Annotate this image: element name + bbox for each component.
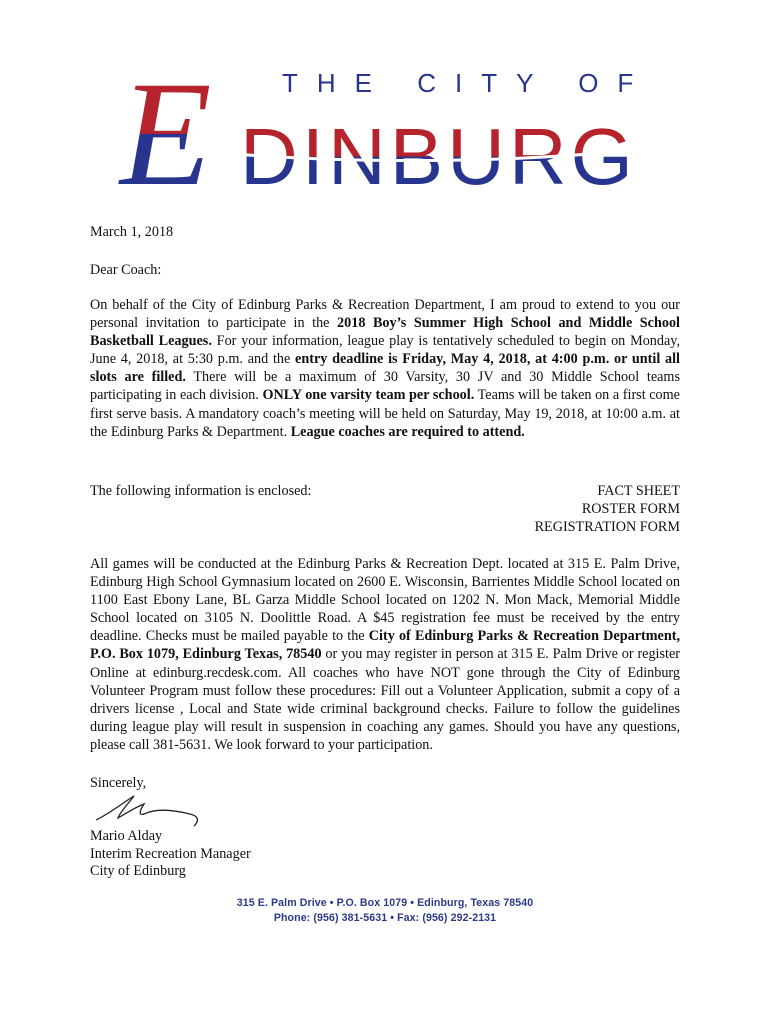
signer-block [90, 828, 680, 881]
signer-org: City of Edinburg [90, 863, 186, 879]
paragraph-invitation [90, 296, 680, 441]
letter-date: March 1, 2018 [90, 224, 174, 240]
invitation-text-run: On behalf of the City of Edinburg Parks & Recreation Department, I am proud to extend to you our personal invitation to participate in the [90, 297, 680, 332]
invitation-text-run: For your information, league play is tentatively scheduled to begin on Monday, June 4, 2018, at 5:30 p.m. and the [90, 333, 681, 368]
footer-address: 315 E. Palm Drive • P.O. Box 1079 • Edinburg, Texas 78540 [236, 897, 534, 909]
footer-phone: Phone: (956) 381-5631 • Fax: (956) 292-2131 [273, 912, 497, 924]
invitation-text-bold-run: ONLY one varsity team per school. [262, 387, 475, 404]
city-logo [92, 52, 678, 212]
invitation-text-run: Teams will be taken on a first come first serve basis. A mandatory coach’s meeting will be held on Saturday, May 19, 2018, at 10:00 a.m. at the Edinburg Parks & Department. [90, 387, 680, 440]
logo-script-initial: E [120, 52, 212, 212]
enclosed-item: ROSTER FORM [581, 501, 680, 518]
invitation-text-bold-run: League coaches are required to attend. [290, 423, 525, 440]
enclosed-item: REGISTRATION FORM [534, 519, 680, 536]
enclosed-item: FACT SHEET [597, 483, 680, 499]
details-text-run: or you may register in person at 315 E. Palm Drive or register Online at edinburg.recdesk.com. All coaches who have NOT gone through the City of Edinburg Volunteer Program must follow these procedures: Fill out a Volunteer Application, submit a copy of a drivers license , Local and State wide criminal background checks. Failure to follow the guidelines during league play will result in suspension in coaching any games. Should you have any questions, please call 381-5631. We look forward to your participation. [90, 646, 680, 753]
details-text-bold-run: City of Edinburg Parks & Recreation Department, P.O. Box 1079, Edinburg Texas, 78540 [90, 628, 680, 663]
closing: Sincerely, [90, 775, 147, 791]
handwritten-signature [94, 790, 204, 830]
invitation-text-bold-run: entry deadline is Friday, May 4, 2018, at 4:00 p.m. or until all slots are filled. [90, 351, 680, 386]
paragraph-details [90, 555, 680, 754]
logo-main-text: DINBURG [240, 112, 637, 201]
city-logo-graphic [92, 52, 678, 212]
invitation-text-run: There will be a maximum of 30 Varsity, 30 JV and 30 Middle School teams participating in each division. [90, 369, 680, 404]
signer-title: Interim Recreation Manager [90, 845, 251, 862]
enclosed-label: The following information is enclosed: [90, 483, 312, 499]
signer-name: Mario Alday [90, 828, 163, 844]
salutation: Dear Coach: [90, 262, 162, 278]
details-text-run: All games will be conducted at the Edinburg Parks & Recreation Dept. located at 315 E. Palm Drive, Edinburg High School Gymnasium located on 2600 E. Wisconsin, Barrientes Middle School located on 1100 East Ebony Lane, BL Garza Middle School located on 1202 N. Mon Mack, Memorial Middle School located on 3105 N. Doolittle Road. A $45 registration fee must be received by the entry deadline. Checks must be mailed payable to the [90, 556, 680, 645]
invitation-text-bold-run: 2018 Boy’s Summer High School and Middle School Basketball Leagues. [90, 315, 680, 350]
enclosed-list [420, 482, 680, 536]
logo-top-text: THE CITY OF [282, 68, 653, 98]
